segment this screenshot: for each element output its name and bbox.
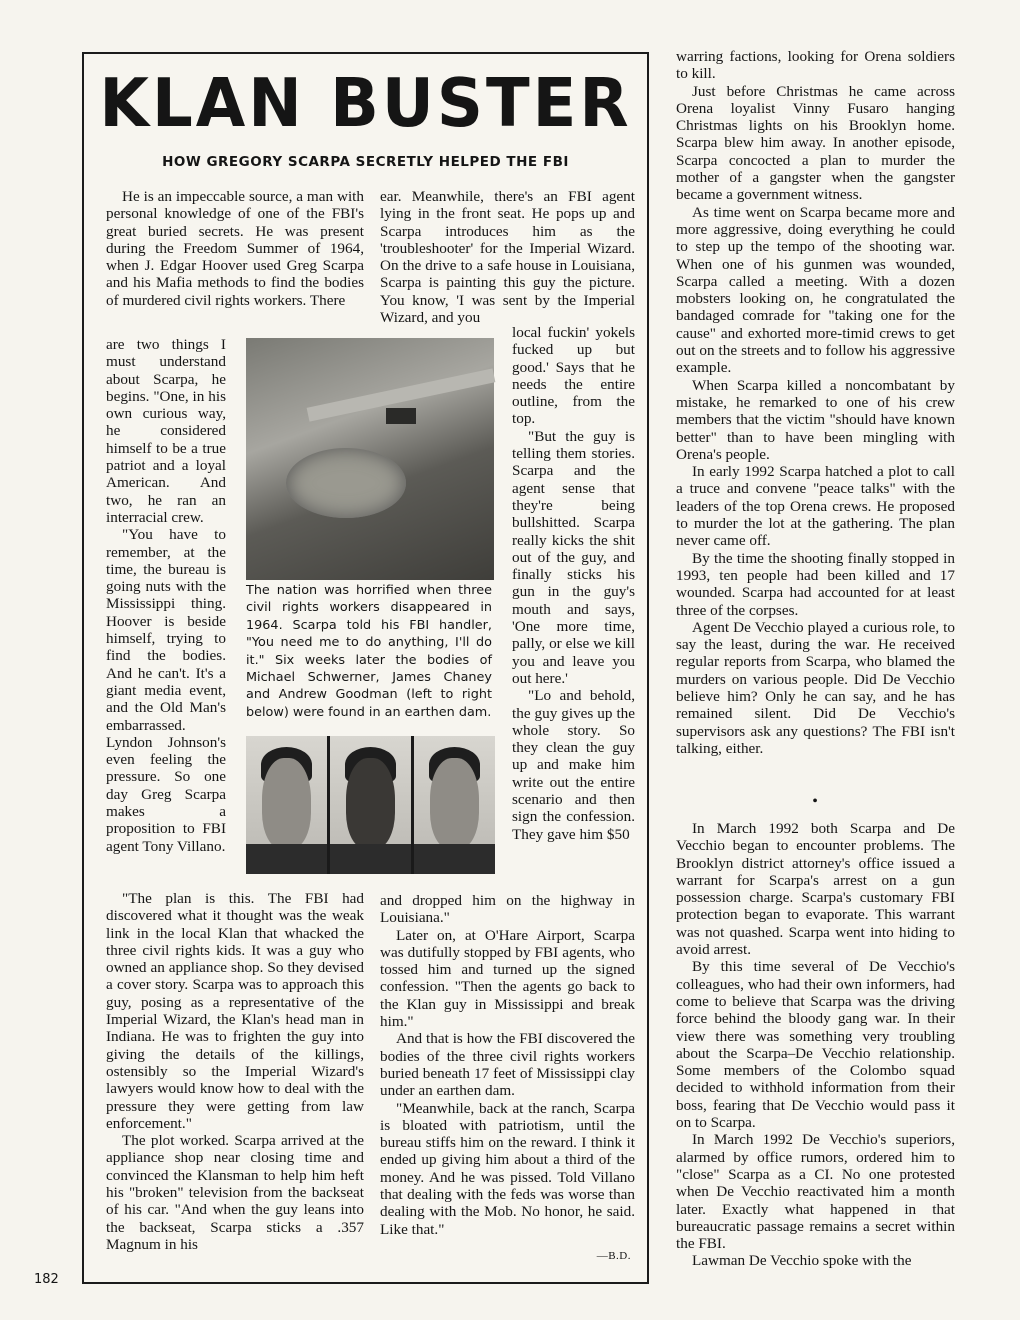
earthen-dam-photo [246,338,494,580]
paragraph: By this time several of De Vecchio's colleagues, who had their own informers, had come to believe that Scarpa was the driving force behind the bloody gang war. In their view there was something very troubling about the Scarpa–De Vecchio relationship. Some members of the Colombo squad decided to withhold information from their boss, fearing that De Vecchio would pass it on to Scarpa. [676,958,955,1132]
main-column-bottom [676,820,955,1270]
paragraph: and dropped him on the highway in Louisiana." [380,892,635,927]
paragraph: Later on, at O'Hare Airport, Scarpa was dutifully stopped by FBI agents, who tossed him and turned up the signed confession. "Then the agents go back to the Klan guy in Mississippi and break him." [380,926,635,1031]
mugshot-goodman [414,736,495,874]
headline: KLAN BUSTER [99,65,632,143]
mugshots-photo [246,736,495,874]
author-signature: —B.D. [596,1250,631,1262]
paragraph: warring factions, looking for Orena soldiers to kill. [676,48,955,83]
sidebar-column-a-lower [106,890,364,1253]
paragraph: In early 1992 Scarpa hatched a plot to call a truce and convene "peace talks" with the leaders of the top Orena crews. He proposed to murder the lot at the gathering. The plan never came off. [676,463,955,550]
mugshot-schwerner [246,736,327,874]
page-number: 182 [34,1272,59,1287]
sidebar-column-b-lower [380,892,635,1238]
paragraph: local fuckin' yokels fucked up but good.' Says that he needs the entire outline, from the top. [512,324,635,428]
paragraph: "You have to remember, at the time, the bureau is going nuts with the Mississippi thing. Hoover is beside himself, trying to find the bodies. And he can't. It's a giant media event, and the Old Man's embarrassed. Lyndon Johnson's even feeling the pressure. So one day Greg Scarpa makes a proposition to FBI agent Tony Villano. [106,526,226,855]
paragraph: "Lo and behold, the guy gives up the whole story. So they clean the guy up and make him write out the entire scenario and then sign the confession. They gave him $50 [512,687,635,843]
section-break-bullet: • [812,793,818,810]
subhead: HOW GREGORY SCARPA SECRETLY HELPED THE FBI [162,154,569,170]
paragraph: Lawman De Vecchio spoke with the [692,1252,912,1270]
photo-caption: The nation was horrified when three civil rights workers disappeared in 1964. Scarpa told his FBI handler, "You need me to do anything, I'll do it." Six weeks later the bodies of Michael Schwerner, James Chaney and Andrew Goodman (left to right below) were found in an earthen dam. [246,583,492,720]
main-column-top [676,48,955,757]
sidebar-column-b-narrow [512,324,635,843]
paragraph: are two things I must understand about Scarpa, he begins. "One, in his own curious way, he considered himself to be a true patriot and a loyal American. And two, he ran an interracial crew. [106,336,226,526]
paragraph: "The plan is this. The FBI had discovered what it thought was the weak link in the local Klan that whacked the three civil rights kids. It was a guy who owned an appliance shop. So they devised a cover story. Scarpa was to approach this guy, posing as a representative of the Imperial Wizard, the Klan's head man in Indiana. He was to frighten the guy into giving the details of the killings, ostensibly so the Imperial Wizard's lawyers would know how to deal with the pressure they were getting from law enforcement." [106,890,364,1132]
mugshot-chaney [330,736,411,874]
paragraph: When Scarpa killed a noncombatant by mistake, he remarked to one of his crew members that the victim "should have known better" than to have been mingling with Orena's people. [676,376,955,463]
sidebar-column-b-top [380,188,635,326]
photo-excavation [286,448,406,518]
paragraph: ear. Meanwhile, there's an FBI agent lying in the front seat. He pops up and Scarpa introduces him as the 'troubleshooter' for the Imperial Wizard. On the drive to a safe house in Louisiana, Scarpa is painting this guy the picture. You know, 'I was sent by the Imperial Wizard, and you [380,188,635,327]
paragraph: Agent De Vecchio played a curious role, to say the least, during the war. He received regular reports from Scarpa, who blamed the murders on various people. Did De Vecchio believe him? Only he can say, and he has remained silent. Did De Vecchio's supervisors ask any questions? The FBI isn't talking, either. [676,618,955,757]
paragraph: As time went on Scarpa became more and more aggressive, doing everything he could to step up the tempo of the shooting war. When one of his gunmen was wounded, Scarpa called a meeting. With a dozen mobsters looking on, he congratulated the bandaged comrade for "taking one for the cause" and exhorted more-timid crews to get out on the streets and to follow his aggressive example. [676,203,955,377]
paragraph: In March 1992 De Vecchio's superiors, alarmed by office rumors, ordered him to "close" Scarpa as a CI. No one protested when De Vecchio reactivated him a month later. Exactly what happened in that bureaucratic passage remains a secret within the FBI. [676,1131,955,1253]
paragraph: And that is how the FBI discovered the bodies of the three civil rights workers buried beneath 17 feet of Mississippi clay under an earthen dam. [380,1030,635,1100]
paragraph: He is an impeccable source, a man with personal knowledge of one of the FBI's great buried secrets. He was present during the Freedom Summer of 1964, when J. Edgar Hoover used Greg Scarpa and his Mafia methods to find the bodies of murdered civil rights workers. There [106,188,364,309]
sidebar-column-a-narrow [106,336,226,855]
paragraph: "Meanwhile, back at the ranch, Scarpa is bloated with patriotism, until the bureau stiffs him on the reward. I think it ended up giving him about a third of the money. And he was pissed. Told Villano that dealing with the feds was worse than dealing with the Mob. No honor, he said. Like that." [380,1099,635,1238]
paragraph: By the time the shooting finally stopped in 1993, ten people had been killed and 17 wounded. Scarpa had accounted for at least three of the corpses. [676,549,955,619]
paragraph: "But the guy is telling them stories. Scarpa and the agent sense that they're being bullshitted. Scarpa really kicks the shit out of the guy, and finally sticks his gun in the guy's mouth and says, 'One more time, pally, or else we kill you and leave you out here.' [512,427,635,687]
paragraph: Just before Christmas he came across Orena loyalist Vinny Fusaro hanging Christmas lights on his Brooklyn home. Scarpa blew him away. In another episode, Scarpa concocted a plan to murder the mother of a gangster when the gangster became a government witness. [676,82,955,204]
photo-bulldozer [386,408,416,424]
paragraph: The plot worked. Scarpa arrived at the appliance shop near closing time and convinced the Klansman to help him heft his "broken" television from the backseat of his car. "And when the guy leans into the backseat, Scarpa sticks a .357 Magnum in his [106,1132,364,1253]
sidebar-column-a-top [106,188,364,309]
paragraph: In March 1992 both Scarpa and De Vecchio began to encounter problems. The Brooklyn district attorney's office issued a warrant for Scarpa's arrest on a gun possession charge. Scarpa's customary FBI protection began to evaporate. This warrant was not quashed. Scarpa went into hiding to avoid arrest. [676,820,955,959]
